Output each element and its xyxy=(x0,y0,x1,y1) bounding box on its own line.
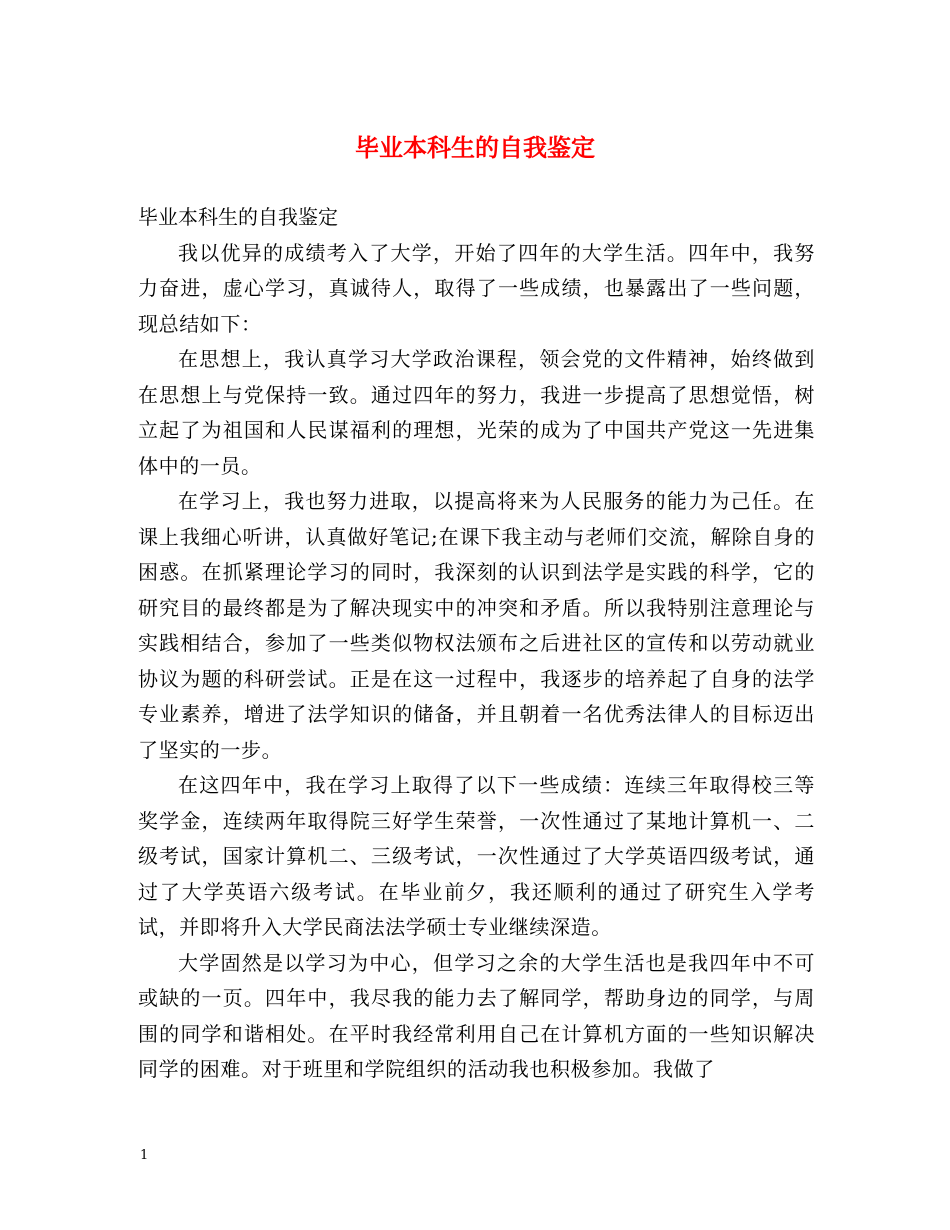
paragraph: 在学习上，我也努力进取，以提高将来为人民服务的能力为己任。在课上我细心听讲，认真做好笔记;在课下我主动与老师们交流，解除自身的困惑。在抓紧理论学习的同时，我深刻的认识到法学是实践的科学，它的研究目的最终都是为了解决现实中的冲突和矛盾。所以我特别注意理论与实践相结合，参加了一些类似物权法颁布之后进社区的宣传和以劳动就业协议为题的科研尝试。正是在这一过程中，我逐步的培养起了自身的法学专业素养，增进了法学知识的储备，并且朝着一名优秀法律人的目标迈出了坚实的一步。 xyxy=(138,489,815,762)
paragraph: 大学固然是以学习为中心，但学习之余的大学生活也是我四年中不可或缺的一页。四年中，我尽我的能力去了解同学，帮助身边的同学，与周围的同学和谐相处。在平时我经常利用自己在计算机方面的一些知识解决同学的困难。对于班里和学院组织的活动我也积极参加。我做了 xyxy=(138,950,815,1081)
paragraph: 在这四年中，我在学习上取得了以下一些成绩：连续三年取得校三等奖学金，连续两年取得院三好学生荣誉，一次性通过了某地计算机一、二级考试，国家计算机二、三级考试，一次性通过了大学英语四级考试，通过了大学英语六级考试。在毕业前夕，我还顺利的通过了研究生入学考试，并即将升入大学民商法法学硕士专业继续深造。 xyxy=(138,773,815,939)
document-subtitle: 毕业本科生的自我鉴定 xyxy=(138,205,338,229)
paragraph: 在思想上，我认真学习大学政治课程，领会党的文件精神，始终做到在思想上与党保持一致。通过四年的努力，我进一步提高了思想觉悟，树立起了为祖国和人民谋福利的理想，光荣的成为了中国共产党这一先进集体中的一员。 xyxy=(138,347,815,478)
page-number: 1 xyxy=(140,1148,149,1163)
document-body xyxy=(138,200,815,1088)
paragraph: 我以优异的成绩考入了大学，开始了四年的大学生活。四年中，我努力奋进，虚心学习，真诚待人，取得了一些成绩，也暴露出了一些问题，现总结如下： xyxy=(138,240,815,336)
document-title: 毕业本科生的自我鉴定 xyxy=(355,133,595,162)
